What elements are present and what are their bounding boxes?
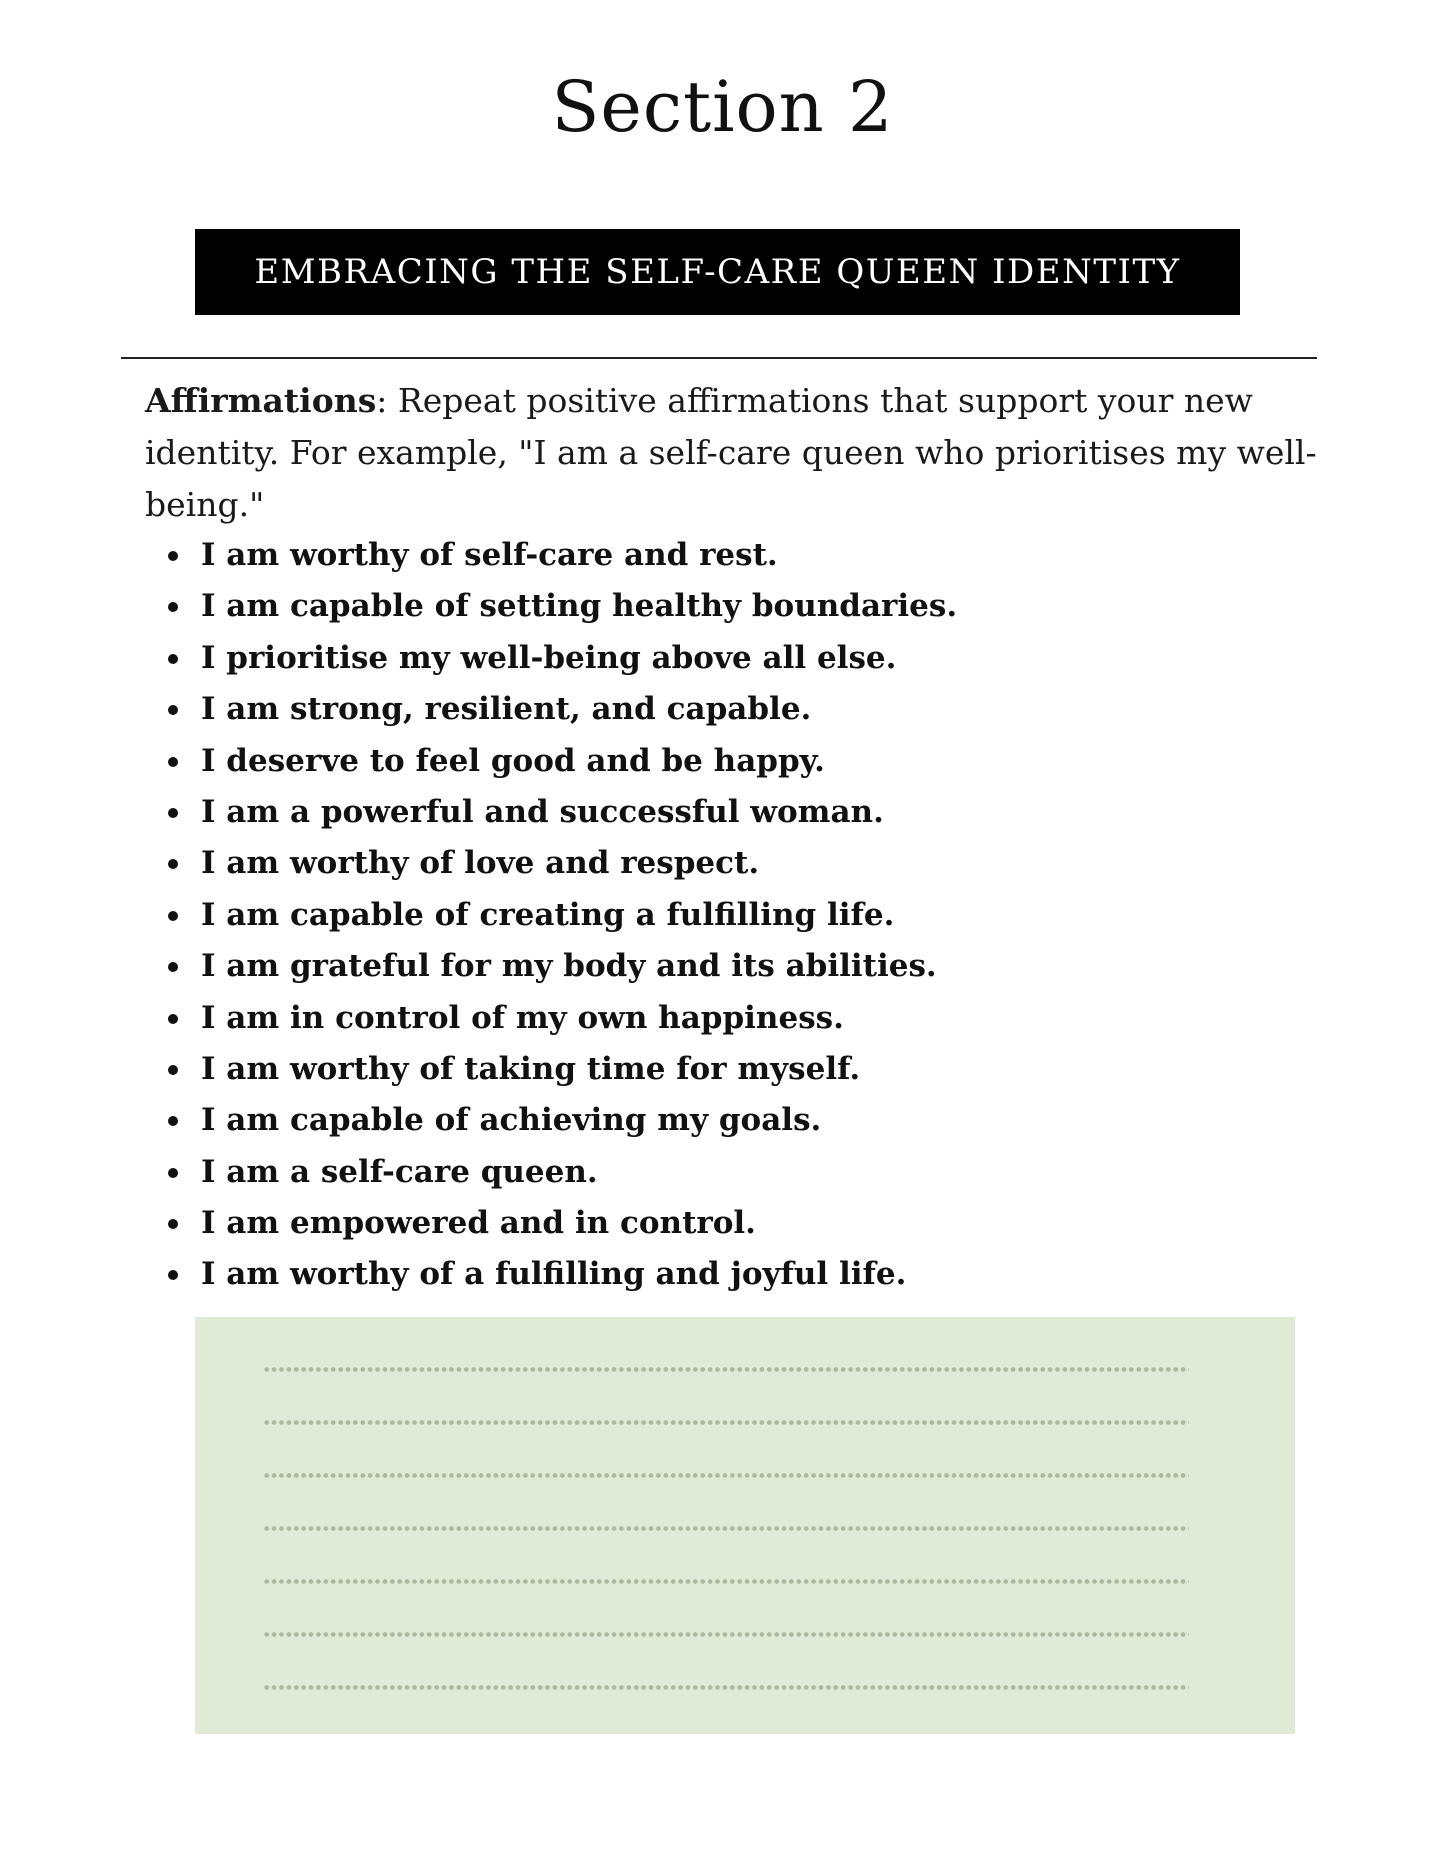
dotted-writing-line bbox=[263, 1685, 1189, 1690]
affirmation-item: I prioritise my well-being above all else. bbox=[165, 633, 957, 684]
affirmation-item: I am worthy of self-care and rest. bbox=[165, 530, 957, 581]
page-title: Section 2 bbox=[551, 66, 894, 148]
banner-title: EMBRACING THE SELF-CARE QUEEN IDENTITY bbox=[254, 252, 1181, 292]
section-banner bbox=[195, 229, 1240, 315]
affirmations-intro bbox=[145, 375, 1385, 531]
affirmations-description: : Repeat positive affirmations that support your new identity. For example, "I am a self-care queen who prioritises my well-being." bbox=[145, 381, 1317, 524]
affirmation-item: I am capable of achieving my goals. bbox=[165, 1095, 957, 1146]
dotted-writing-line bbox=[263, 1579, 1189, 1584]
dotted-writing-line bbox=[263, 1526, 1189, 1531]
affirmations-list bbox=[165, 530, 957, 1301]
affirmation-item: I am a self-care queen. bbox=[165, 1147, 957, 1198]
affirmation-item: I am capable of creating a fulfilling life. bbox=[165, 890, 957, 941]
notes-writing-area[interactable] bbox=[195, 1317, 1295, 1734]
affirmation-item: I am capable of setting healthy boundaries. bbox=[165, 581, 957, 632]
dotted-writing-line bbox=[263, 1632, 1189, 1637]
dotted-writing-line bbox=[263, 1367, 1189, 1372]
affirmation-item: I deserve to feel good and be happy. bbox=[165, 736, 957, 787]
dotted-writing-line bbox=[263, 1420, 1189, 1425]
affirmation-item: I am worthy of a fulfilling and joyful life. bbox=[165, 1249, 957, 1300]
dotted-writing-line bbox=[263, 1473, 1189, 1478]
affirmation-item: I am worthy of love and respect. bbox=[165, 838, 957, 889]
affirmation-item: I am strong, resilient, and capable. bbox=[165, 684, 957, 735]
affirmation-item: I am empowered and in control. bbox=[165, 1198, 957, 1249]
affirmation-item: I am a powerful and successful woman. bbox=[165, 787, 957, 838]
affirmation-item: I am grateful for my body and its abilities. bbox=[165, 941, 957, 992]
affirmation-item: I am in control of my own happiness. bbox=[165, 993, 957, 1044]
affirmations-label: Affirmations bbox=[145, 381, 377, 420]
divider-line bbox=[121, 357, 1317, 359]
affirmation-item: I am worthy of taking time for myself. bbox=[165, 1044, 957, 1095]
